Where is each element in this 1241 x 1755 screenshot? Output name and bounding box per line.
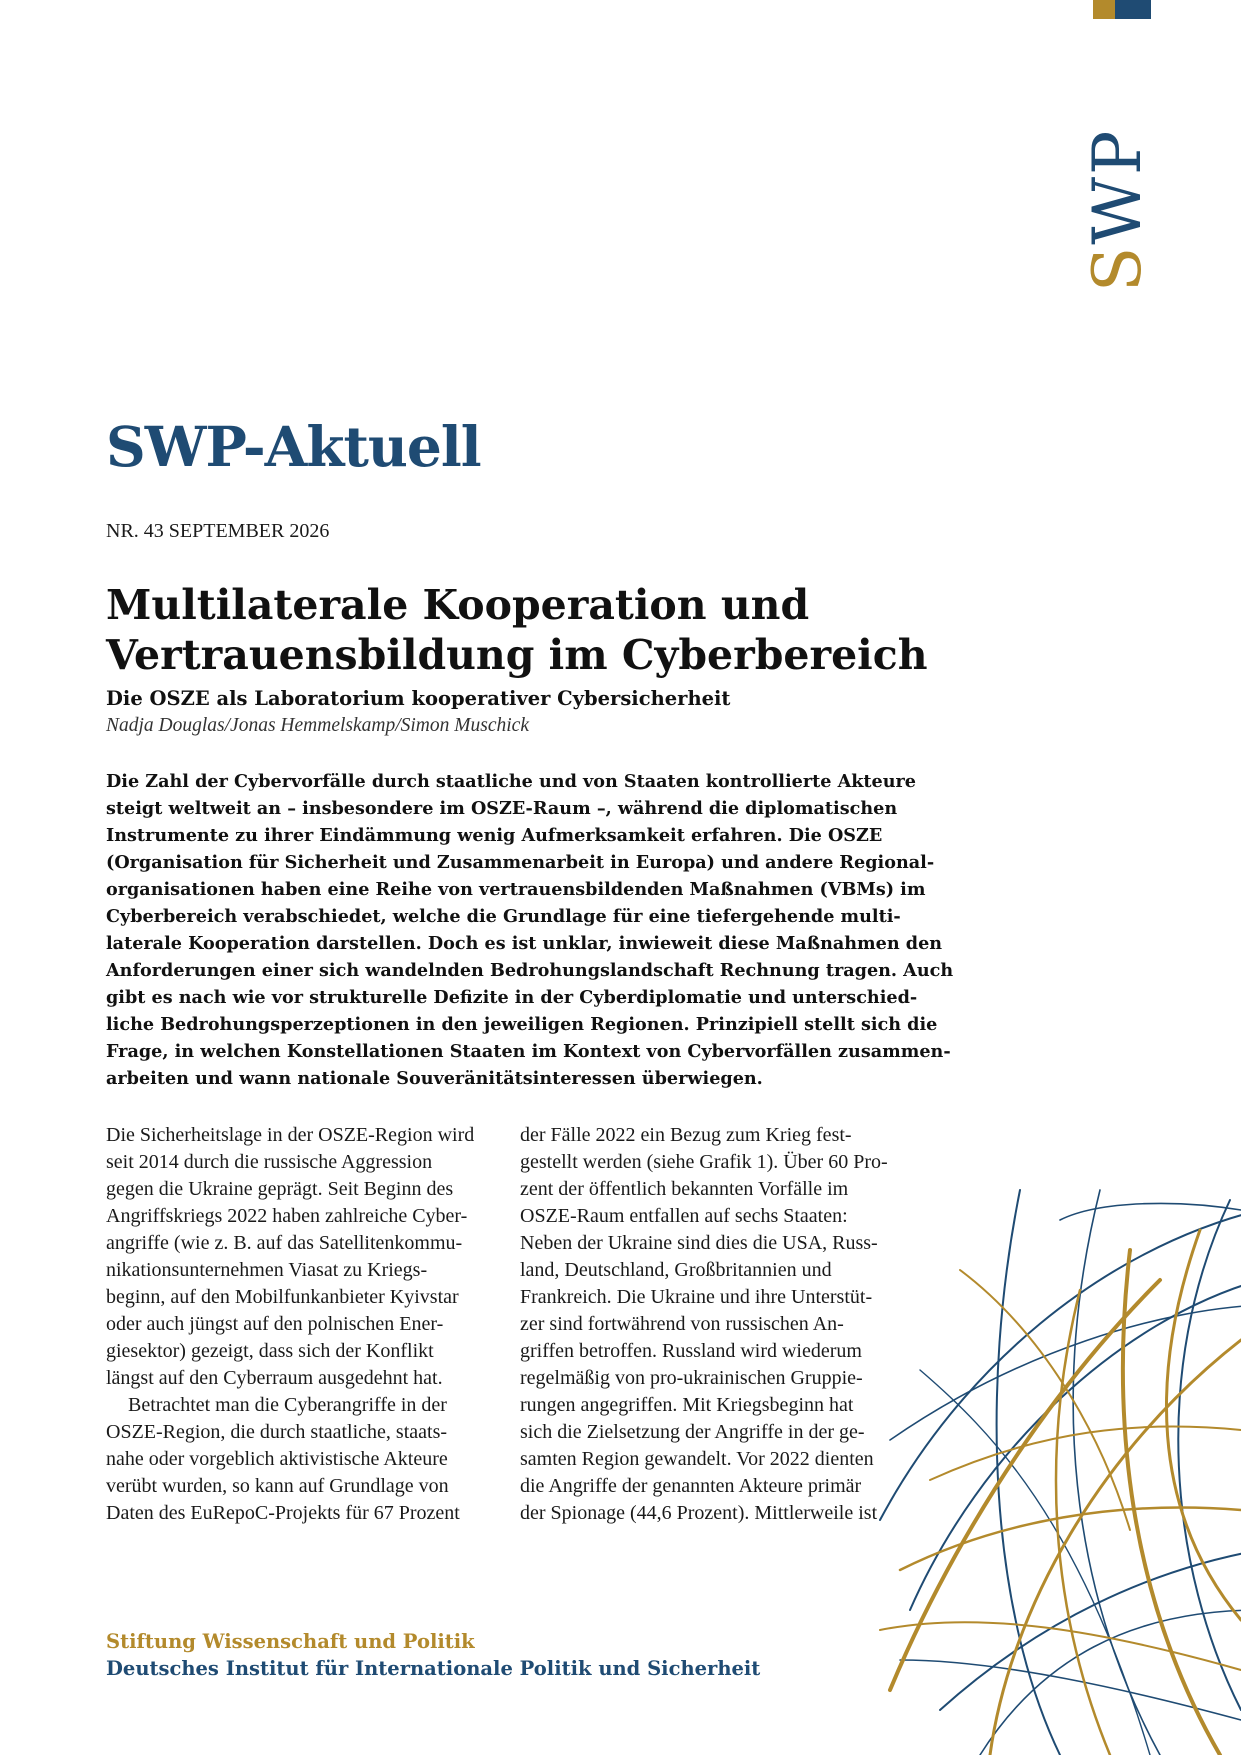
text-line: steigt weltweit an – insbesondere im OSZE-Raum –, während die diplomatischen bbox=[106, 798, 898, 819]
text-line: Cyberbereich verabschiedet, welche die Grundlage für eine tiefergehende multi- bbox=[106, 906, 901, 927]
text-line: arbeiten und wann nationale Souveränitätsinteressen überwiegen. bbox=[106, 1068, 763, 1089]
text-line: angriffe (wie z. B. auf das Satellitenkommu- bbox=[106, 1232, 463, 1254]
text-line: seit 2014 durch die russische Aggression bbox=[106, 1151, 433, 1173]
footer-institution-name: Stiftung Wissenschaft und Politik bbox=[106, 1630, 475, 1653]
text-line: zent der öffentlich bekannten Vorfälle im bbox=[520, 1178, 849, 1200]
text-line: Die Zahl der Cybervorfälle durch staatliche und von Staaten kontrollierte Akteure bbox=[106, 771, 916, 792]
text-line: Instrumente zu ihrer Eindämmung wenig Aufmerksamkeit erfahren. Die OSZE bbox=[106, 825, 883, 846]
issue-info: NR. 43 SEPTEMBER 2026 bbox=[106, 520, 330, 542]
text-line: Frankreich. Die Ukraine und ihre Unterstüt- bbox=[520, 1286, 873, 1308]
text-line: Betrachtet man die Cyberangriffe in der bbox=[128, 1394, 447, 1416]
text-line: giesektor) gezeigt, dass sich der Konflikt bbox=[106, 1340, 434, 1362]
corner-gold-block bbox=[1093, 0, 1115, 19]
series-title: SWP-Aktuell bbox=[106, 414, 481, 479]
article-authors: Nadja Douglas/Jonas Hemmelskamp/Simon Muschick bbox=[106, 715, 529, 736]
corner-blue-block bbox=[1115, 0, 1151, 19]
body-column-left bbox=[106, 1122, 506, 1527]
text-line: griffen betroffen. Russland wird wiederum bbox=[520, 1340, 862, 1362]
text-line: organisationen haben eine Reihe von vertrauensbildenden Maßnahmen (VBMs) im bbox=[106, 879, 926, 900]
text-line: OSZE-Region, die durch staatliche, staats- bbox=[106, 1421, 448, 1443]
text-line: gestellt werden (siehe Grafik 1). Über 60 Pro- bbox=[520, 1151, 888, 1173]
corner-color-tab bbox=[1093, 0, 1151, 19]
text-line: gibt es nach wie vor strukturelle Defizite in der Cyberdiplomatie und unterschied- bbox=[106, 987, 918, 1008]
text-line: beginn, auf den Mobilfunkanbieter Kyivstar bbox=[106, 1286, 459, 1308]
svg-text:SWP: SWP bbox=[1079, 128, 1156, 292]
article-abstract bbox=[106, 768, 954, 1092]
text-line: laterale Kooperation darstellen. Doch es ist unklar, inwieweit diese Maßnahmen den bbox=[106, 933, 943, 954]
article-title bbox=[106, 580, 986, 680]
text-line: (Organisation für Sicherheit und Zusammenarbeit in Europa) und andere Regional- bbox=[106, 852, 935, 873]
text-line: Angriffskriegs 2022 haben zahlreiche Cyber- bbox=[106, 1205, 468, 1227]
text-line: oder auch jüngst auf den polnischen Ener- bbox=[106, 1313, 444, 1335]
text-line: land, Deutschland, Großbritannien und bbox=[520, 1259, 832, 1281]
globe-decoration-graphic bbox=[900, 1190, 1241, 1755]
text-line: der Spionage (44,6 Prozent). Mittlerweile ist bbox=[520, 1502, 878, 1524]
text-line: rungen angegriffen. Mit Kriegsbeginn hat bbox=[520, 1394, 854, 1416]
text-line: samten Region gewandelt. Vor 2022 dienten bbox=[520, 1448, 874, 1470]
swp-logo-vertical bbox=[1079, 122, 1156, 292]
article-subtitle: Die OSZE als Laboratorium kooperativer Cybersicherheit bbox=[106, 687, 731, 710]
text-line: sich die Zielsetzung der Angriffe in der ge- bbox=[520, 1421, 865, 1443]
text-line: Die Sicherheitslage in der OSZE-Region wird bbox=[106, 1124, 475, 1146]
body-column-right bbox=[520, 1122, 920, 1527]
article-title-line: Multilaterale Kooperation und bbox=[106, 581, 810, 629]
text-line: zer sind fortwährend von russischen An- bbox=[520, 1313, 844, 1335]
text-line: Neben der Ukraine sind dies die USA, Russ- bbox=[520, 1232, 878, 1254]
article-title-line: Vertrauensbildung im Cyberbereich bbox=[106, 631, 928, 679]
text-line: Daten des EuRepoC-Projekts für 67 Prozent bbox=[106, 1502, 460, 1524]
text-line: liche Bedrohungsperzeptionen in den jeweiligen Regionen. Prinzipiell stellt sich die bbox=[106, 1014, 938, 1035]
text-line: Anforderungen einer sich wandelnden Bedrohungslandschaft Rechnung tragen. Auch bbox=[106, 960, 954, 981]
text-line: längst auf den Cyberraum ausgedehnt hat. bbox=[106, 1367, 443, 1389]
text-line: OSZE-Raum entfallen auf sechs Staaten: bbox=[520, 1205, 848, 1227]
text-line: nikationsunternehmen Viasat zu Kriegs- bbox=[106, 1259, 428, 1281]
text-line: regelmäßig von pro-ukrainischen Gruppie- bbox=[520, 1367, 863, 1389]
text-line: der Fälle 2022 ein Bezug zum Krieg fest- bbox=[520, 1124, 852, 1146]
text-line: die Angriffe der genannten Akteure primär bbox=[520, 1475, 862, 1497]
text-line: nahe oder vorgeblich aktivistische Akteure bbox=[106, 1448, 448, 1470]
text-line: verübt wurden, so kann auf Grundlage von bbox=[106, 1475, 449, 1497]
text-line: gegen die Ukraine geprägt. Seit Beginn des bbox=[106, 1178, 454, 1200]
text-line: Frage, in welchen Konstellationen Staaten im Kontext von Cybervorfällen zusammen- bbox=[106, 1041, 951, 1062]
footer-institution-subtitle: Deutsches Institut für Internationale Politik und Sicherheit bbox=[106, 1657, 761, 1680]
